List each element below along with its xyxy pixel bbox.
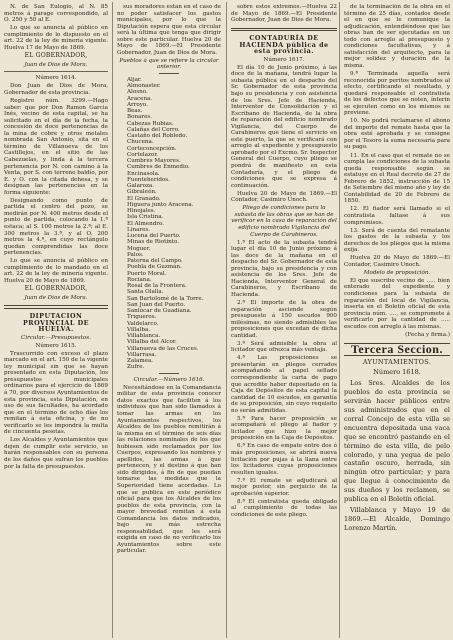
town-list-item: Paterna del Campo. [127, 258, 183, 265]
town-list-item: Cumbres Mayores. [127, 158, 181, 165]
town-list-item: San Bartolomé de la Torre. [127, 295, 204, 302]
town-list-item: Gibraleón. [127, 189, 157, 196]
column-2 [117, 4, 221, 638]
town-list-item: Aljar. [127, 76, 142, 83]
town-list-item: Puerto Moral. [127, 270, 167, 277]
town-list-item: Fuenteheridos. [127, 176, 170, 183]
paragraph: Villablanca y Mayo 19 de 1869.—El Alcalde, Domingo Lorenzo Martín. [344, 505, 450, 532]
town-list-item: Castaño del Robledo. [127, 133, 188, 140]
paragraph: El que suscribe vecino de ..... bien enterado del expediente y condiciones para la subasta de reparación del local de Vigilancia, inserta en el Boletín oficial de esta provincia núm. ...., se compromete á verificarlo por la cantidad de ..... escudos con arreglo á las mismas. [344, 277, 450, 330]
subsection-heading: Modelo de proposición. [363, 269, 431, 276]
town-list-item: Trigueros. [127, 314, 157, 321]
notice-number: Número 1617. [263, 56, 305, 63]
column-1 [4, 4, 108, 638]
signature-name: Juan de Dios de Mora. [24, 61, 88, 68]
signature-title: EL GOBERNADOR, [24, 285, 88, 293]
town-list-item: Zalamea. [127, 358, 154, 365]
signature-name: Juan de Dios de Mora. [24, 294, 88, 301]
town-list-item: Sanlúcar de Guadiana. [127, 308, 192, 315]
town-list-item: Cumbres de Enmedio. [127, 164, 190, 171]
town-list-item: Puebla de Guzmán. [127, 264, 182, 271]
town-list-item: Cortelazor. [127, 151, 159, 158]
notice-number: Número 1614. [35, 75, 77, 82]
town-list-item: Isla Cristina. [127, 214, 164, 221]
list-heading: Pueblos á que se refiere la circular anterior. [119, 57, 219, 71]
town-list-item: Higuera junto Aracena. [127, 201, 194, 208]
divider [231, 28, 337, 32]
town-list-item: El Almendro. [127, 220, 164, 227]
paragraph: 11. En el caso que el remate no se cumpla las condiciones de la subasta queda responsable según se estatuye en el Real decreto de 27 de Febrero de 1852, instrucción de 15 de Setiembre del mismo año y ley de Contabilidad de 20 de Febrero de 1850. [344, 152, 450, 205]
date-signature: (Fecha y firma.) [405, 331, 450, 338]
paragraph: 3.ª Será admisible la obra al licitador que ofrezca más ventaja. [231, 340, 337, 354]
paragraph: Lo que se anuncia al público en cumplimiento de lo mandado en el art. 22 de la ley de minería vigente. Huelva 20 de Mayo de 1869. [4, 258, 108, 284]
paragraph: 12. El fiador será llamado si el contratista faltase á sus compromisos. [344, 206, 450, 226]
paragraph: Lo que se anuncia al público en cumplimiento de lo dispuesto en el art. 22 de la ley de minería vigente. Huelva 17 de Mayo de 1869. [4, 25, 108, 51]
paragraph: sobre estos extremos.—Huelva 22 de Mayo de 1869.—El Presidente Gobernador, Juan de Dios de Mora. [231, 4, 337, 24]
paragraph: 8.ª El contratista queda obligado al cumplimiento de todas las condiciones de este pliego. [231, 498, 337, 518]
notice-number: Número 1618. [373, 368, 421, 377]
column-3 [231, 4, 337, 638]
section-heading: DIPUTACION PROVINCIAL DE HUELVA. [22, 311, 90, 334]
paragraph: 9.ª Terminada aquella será reconocida por peritos nombrados al efecto, certificando el resultado, y quedará responsable el contratista de los defectos que se noten, ínterin se ejecuten como en los mismos se previene. [344, 70, 450, 117]
town-list-item: Aracena. [127, 95, 153, 102]
paragraph: N. de San Eulogio, al N. 85 metros á parage correspondido, al O. 250 y 50 al E. [4, 4, 108, 24]
column-4 [344, 4, 450, 638]
town-list-item: Villablanca. [127, 333, 161, 340]
paragraph: Don Juan de Dios de Mora, Gobernador de esta provincia. [4, 83, 108, 97]
town-list-item: Villanueva de las Cruces. [127, 345, 199, 352]
paragraph: 1.ª El acto de la subasta tendrá lugar el día 10 de Junio próximo á las doce de la mañana en el despacho del Sr. Gobernador de esta provincia, bajo su presidencia y con asistencia de los Sres. Jefe de Hacienda, Interventor General de Carabineros, y Escribano de Hacienda. [231, 239, 337, 298]
paragraph: 7.ª El remate se adjudicará al mejor postor, sin perjuicio de la aprobación superior. [231, 477, 337, 497]
subsection-heading: Circular.—Número 1616. [133, 376, 205, 383]
paragraph: Los Sres. Alcaldes de los pueblos de esta provincia se servirán hacer públicos entre sus administrados que en el corral Concejo de esta villa se encuentra depositada una vaca que se encontró pastando en el término de esta villa, de pelo colorado, y una yegua de pelo castaño oscuro, herrada, sin ningún otro particular; y para que llegue á conocimiento de sus dueños y los reclamen, se publica en el Boletín oficial. [344, 379, 450, 504]
divider [159, 373, 179, 374]
paragraph: Huelva 20 de Mayo de 1869.—El Contador, Casimiro Unoch. [231, 190, 337, 204]
town-list-item: Moguer. [127, 245, 151, 252]
town-list-item: Minas de Riotinto. [127, 239, 180, 246]
town-list-item: Almonaster. [127, 83, 161, 90]
paragraph: 2.ª El importe de la obra de reparación asciende según presupuesto á 150 escudos 900 milésimas, no siendo admisibles las proposiciones que excedan de dicha cantidad. [231, 299, 337, 339]
paragraph: 6.ª En caso de empate entre dos ó más proposiciones, se abrirá nueva licitación por pujas á la llana entre los licitadores cuyas proposiciones resulten iguales. [231, 443, 337, 476]
town-list-item: Galaroza. [127, 183, 155, 190]
subsection-heading: Circular.—Presupuestos. [21, 334, 91, 341]
subsection-heading: Pliego de condiciones para la subasta de las obras que se han de verificar en la casa de reparación del edificio nombrado Vigilancia del Cuerpo de Carabineros. [231, 205, 337, 238]
town-list [127, 77, 221, 371]
town-list-item: Encinasola. [127, 170, 160, 177]
town-list-item: Bonares. [127, 114, 153, 121]
town-list-item: Rosal de la Frontera. [127, 283, 187, 290]
town-list-item: Villalba. [127, 326, 151, 333]
column-rule [226, 2, 227, 638]
town-list-item: Linares. [127, 226, 151, 233]
paragraph: 10. No podrá reclamarse el abono del importe del remate hasta que la obra esté aprobada y se consigne por el Tesoro la suma necesaria para su pago. [344, 118, 450, 151]
paragraph: Trascurrido con exceso el plazo marcado en el art. 150 de la vigente ley municipal sin que se hayan presentado en esta Diputación, los presupuestos municipales ordinarios para el ejercicio de 1869 á 70, por diversos Ayuntamientos de esta provincia, esta Diputación, en uso de sus facultades, ha acordado que en el término de ocho días los remitan á esta oficina, y de no verificarlo se les impondrá la multa de cincuenta pesetas. [4, 350, 108, 436]
town-list-item: Palos. [127, 251, 144, 258]
paragraph: Designando como punto de partida el centro del pozo, se medirán por N. 400 metros desde el punto de partida, colocando la 1.ª estaca; al S. 100 metros la 2.ª; al E. 300 metros la 3.ª, y al O. 200 metros la 4.ª, en cuyo rectángulo quedan comprendidas las doce pertenencias. [4, 197, 108, 257]
divider [4, 71, 108, 72]
town-list-item: Villarrasa. [127, 351, 157, 358]
town-list-item: Valdelarco. [127, 320, 159, 327]
paragraph: 13. Será de cuenta del rematante los gastos de la subasta y los derechos de los pliegos que la misma exija. [344, 227, 450, 254]
signature-title: EL GOBERNADOR, [24, 52, 88, 60]
town-list-item: Corteconcepción. [127, 145, 177, 152]
paragraph: Necesitándose en la Comandancia militar de esta provincia conocer datos exactos que faciliten á los individuos que han sido llamados á tomar las armas en los Ayuntamientos respectivos, los Alcaldes de los pueblos remitirán á la misma en el término de seis días las relaciones nominales de los que hubiesen sido reclamados por los Cuerpos, expresando los nombres y apellidos, las armas á que pertenecen, y el destino á que han sido dirigidos, á fin de que puedan tomarse las medidas que la Superioridad tiene acordadas. Lo que se publica en este periódico oficial para que los Alcaldes de los pueblos de esta provincia, con la mayor brevedad remitan á esta Comandancia los datos indicados, bajo su más estrecha responsabilidad, que les será exigida en caso de no verificarlo los Ayuntamientos sobre este particular. [117, 384, 221, 555]
ayuntamientos-notice [344, 368, 450, 532]
town-list-item: Zufre. [127, 364, 145, 371]
paragraph: El día 10 de Junio próximo, á las doce de la mañana, tendrá lugar la subasta pública en el despacho del Sr. Gobernador de esta provincia bajo su presidencia y con asistencia de los Sres. Jefe de Hacienda, Interventor de Consolidación y el Escribano de Hacienda, de la obra de reparación del edificio nombrado Vigilancia, del Cuerpo de Carabineros que tiene el servicio en este puerto, la que se verificará con arreglo al expediente y presupuesto aprobado por el Excmo. Sr. Inspector General del Cuerpo, cuyo pliego se pondrá de manifiesto en esta Contaduría, y el pliego de condiciones que se expresa á continuación. [231, 64, 337, 189]
column-rule [339, 2, 340, 638]
paragraph: 4.ª Las proposiciones se presentarán en pliegos cerrados acompañando al papel sellado correspondiente la carta de pago que acredite haber depositado en la Caja de Depósitos de esta capital la cantidad de 10 escudos, en garantía de su proposición, sin cuyo requisito no serán admitidas. [231, 355, 337, 414]
town-list-item: Villalba del Alcor. [127, 339, 177, 346]
paragraph: Registro núm. 3299.—Hago saber: que por Don Ramon Garcia Inés, vecino de esta capital, se ha solicitado en el día de la fecha, la concesión de doce pertenencias de la mina de cobre y otros metales nombrada San Antonio, sita en el término de Villanueva de los Castillejos, en el sitio de las Cabezuelas, y linda á la tercera pertenencia por N. con camino á la Venta, por S. con terreno baldío, por E. y O. con la citada dehesa, y se designan las pertenencias en la forma siguiente: [4, 98, 108, 196]
town-list-item: Rociana. [127, 276, 152, 283]
town-list-item: Chucena. [127, 139, 154, 146]
town-list-item: Lucena del Puerto. [127, 233, 181, 240]
paragraph: 5.ª Para hacer proposición se acompañará el pliego al fiador y licitador que hizo la mejor proposición en la Caja de Depósitos. [231, 415, 337, 442]
section-title: Tercera Seccion. [344, 343, 450, 356]
notice-number: Número 1615. [35, 342, 77, 349]
town-list-item: Alosno. [127, 89, 148, 96]
paragraph: Los Alcaldes y Ayuntamientos que dejen de cumplir este servicio, se harán responsables con su persona de los daños que sufran los pueblos por la falta de presupuestos. [4, 437, 108, 470]
town-list-item: Arroyo. [127, 101, 148, 108]
town-list-item: Hinojales. [127, 208, 156, 215]
town-list-item: El Granado. [127, 195, 161, 202]
town-list-item: Beas. [127, 108, 143, 115]
paragraph: Huelva 20 de Mayo de 1869.—El Contador, Casimiro Unoch. [344, 255, 450, 268]
divider [4, 305, 108, 309]
divider [159, 73, 179, 74]
paragraph: sus moradores estan en el caso de no poder satisfacer los gastos municipales, por lo que la Diputación espera que esta circular será la última que tenga que dirigir sobre este particular. Huelva 20 de Mayo de 1869.—El Presidente Gobernador, Juan de Dios de Mora. [117, 4, 221, 56]
column-rule [112, 2, 113, 638]
town-list-item: Cabezas Rubias. [127, 120, 174, 127]
town-list-item: Calañas del Cerro. [127, 126, 180, 133]
section-heading: AYUNTAMIENTOS. [362, 357, 432, 366]
section-heading: CONTADURÍA DE HACIENDA pública de esta provincia. [239, 34, 329, 56]
town-list-item: Santa Olalla. [127, 289, 164, 296]
town-list-item: San Juan del Puerto. [127, 301, 186, 308]
paragraph: de la terminación de la obra en el término de 25 días, contados desde el en que se le comunique la adjudicación, entendiéndose que las obras han de ser ejecutadas en un todo con arreglo al presupuesto y condiciones facultativas, y á satisfacción del arquitecto, para la mejor solidez y duración de la misma. [344, 4, 450, 69]
